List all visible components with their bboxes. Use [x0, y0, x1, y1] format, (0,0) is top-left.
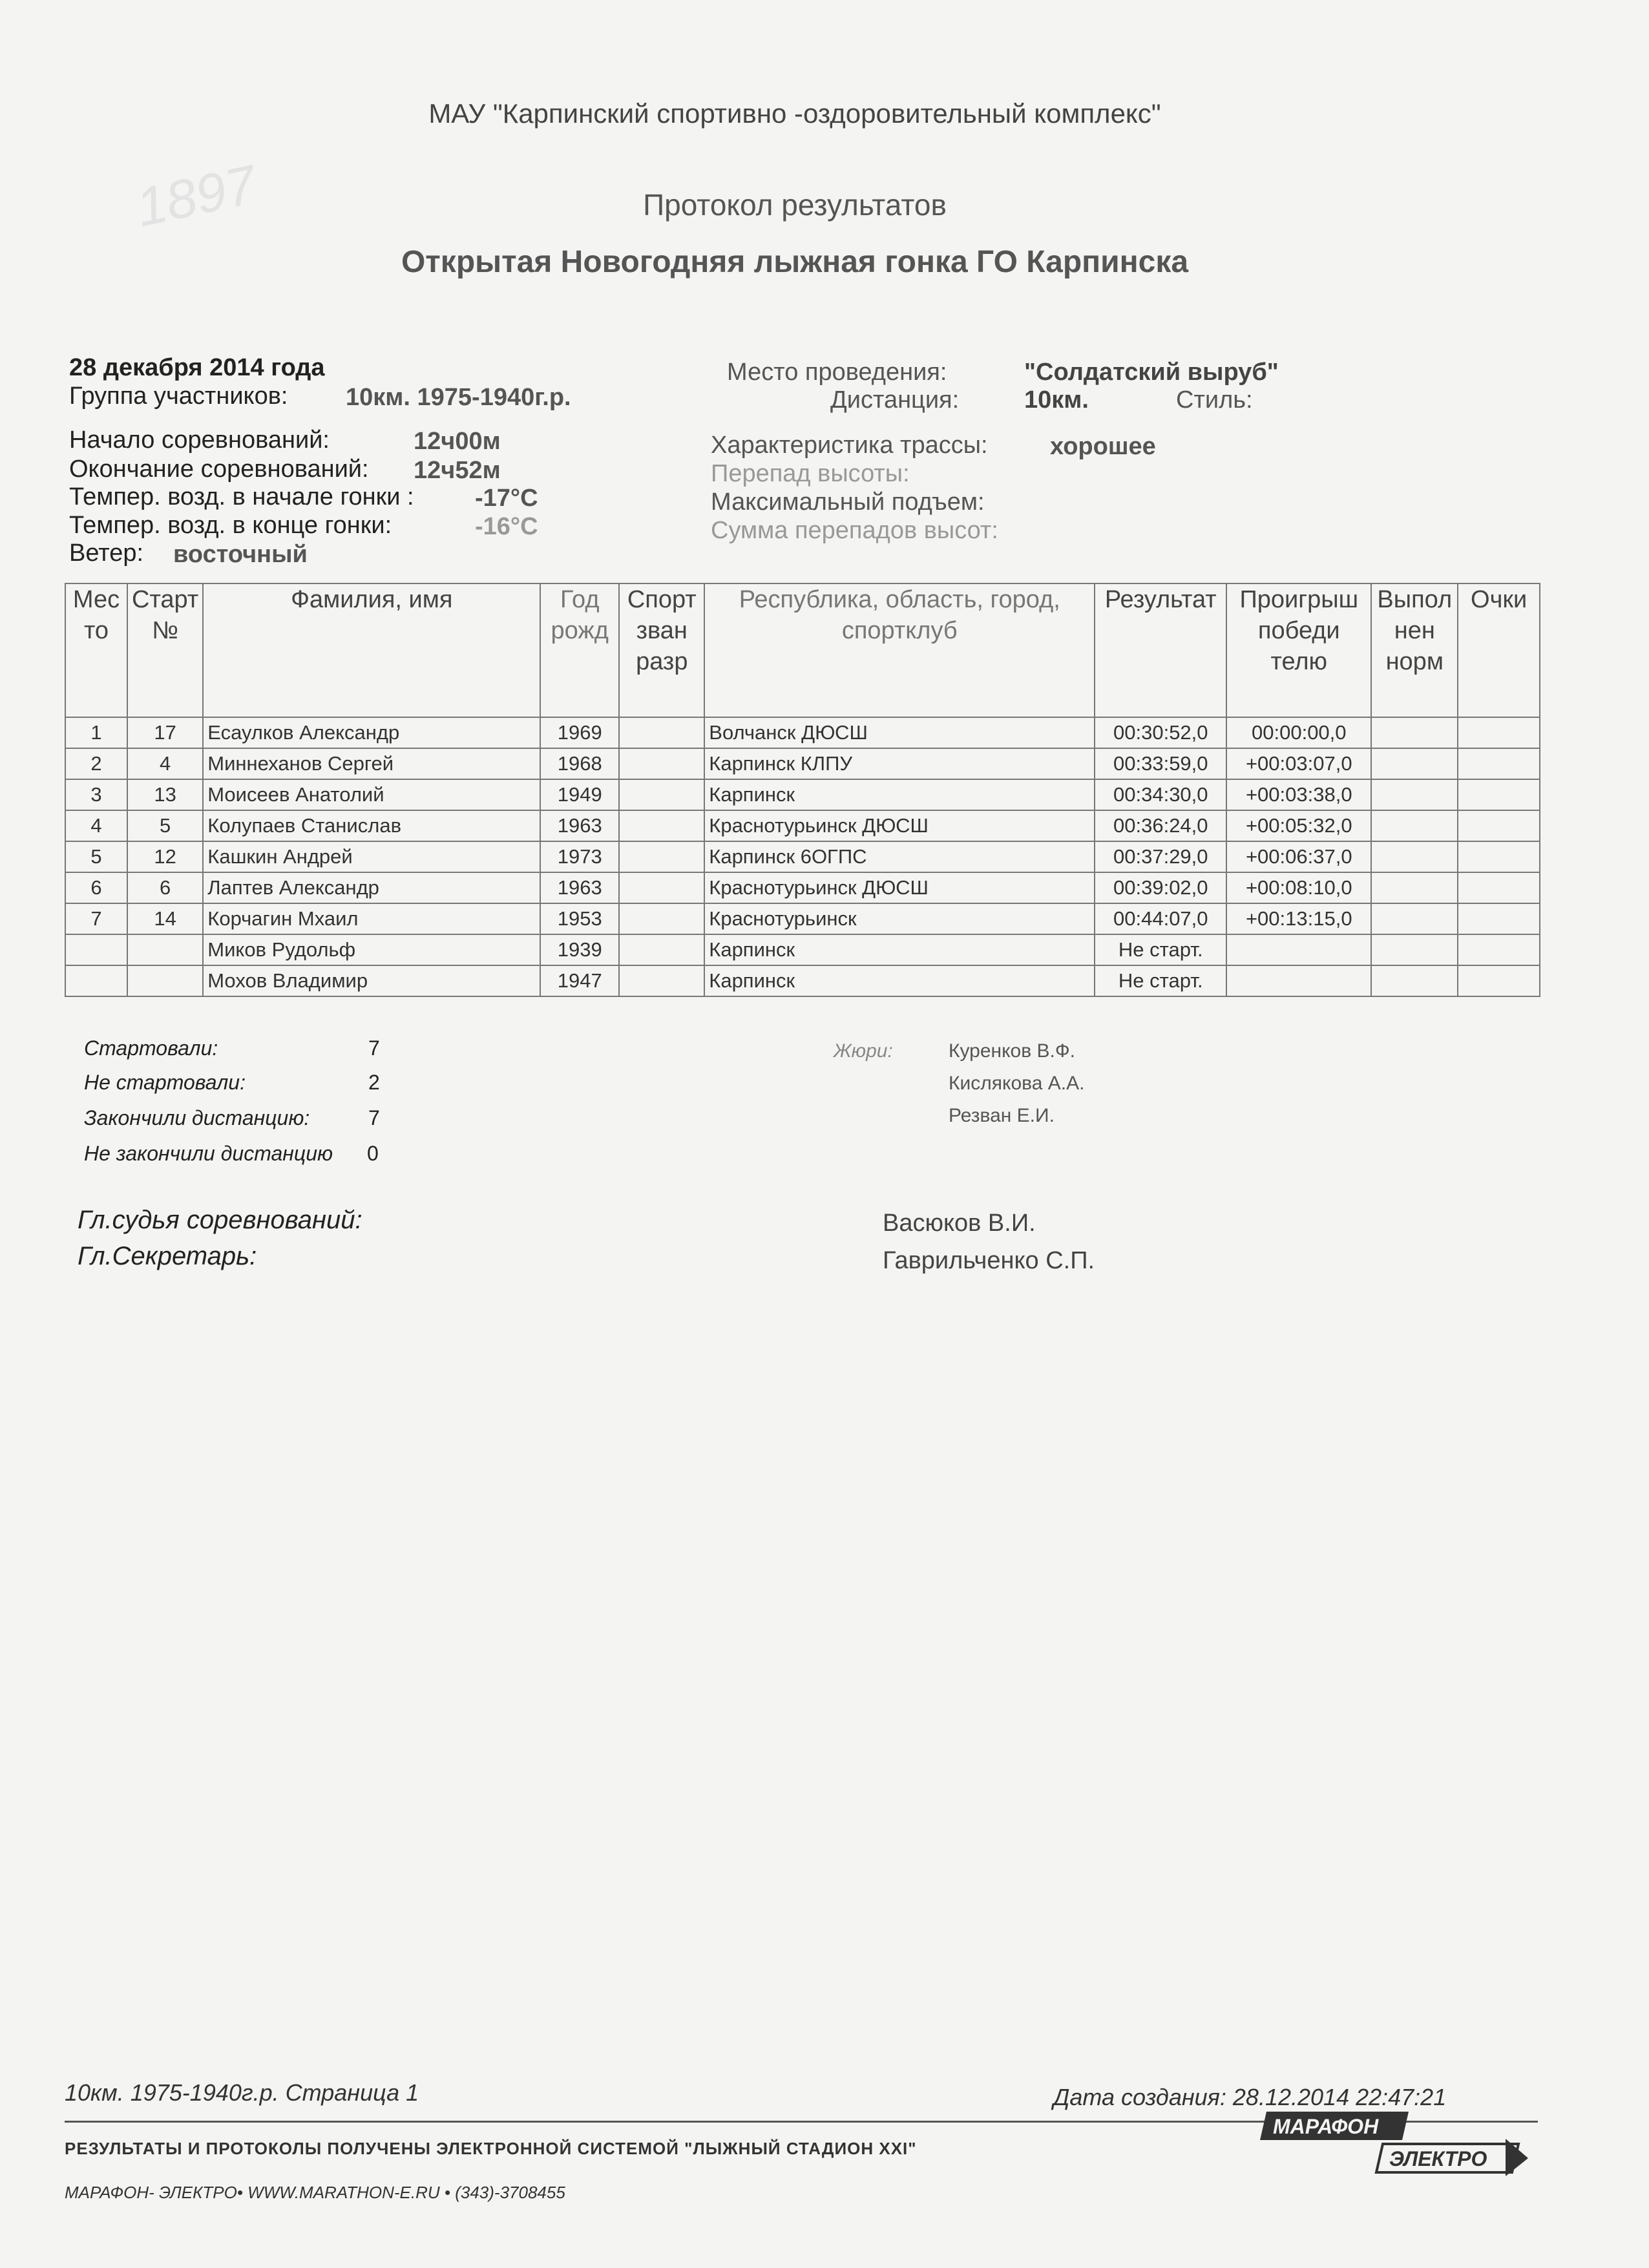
end-label: Окончание соревнований: — [69, 456, 369, 483]
name-cell: Корчагин Мхаил — [203, 903, 540, 934]
name-cell: Миннеханов Сергей — [203, 748, 540, 779]
points-cell — [1458, 748, 1540, 779]
place-cell: 1 — [65, 717, 127, 748]
event-title: Открытая Новогодняя лыжная гонка ГО Карпинска — [401, 245, 1189, 279]
region-cell: Карпинск 6ОГПС — [704, 841, 1095, 872]
sport-rank-cell — [619, 841, 704, 872]
col-result: Результат — [1095, 583, 1226, 717]
birth-year-cell: 1963 — [540, 810, 619, 841]
creation-date: Дата создания: 28.12.2014 22:47:21 — [1053, 2084, 1447, 2110]
table-row — [65, 934, 1540, 965]
norm-cell — [1371, 965, 1458, 996]
region-cell: Краснотурьинск ДЮСШ — [704, 872, 1095, 903]
norm-cell — [1371, 779, 1458, 810]
result-cell: 00:37:29,0 — [1095, 841, 1226, 872]
points-cell — [1458, 841, 1540, 872]
sport-rank-cell — [619, 810, 704, 841]
wind-value: восточный — [173, 541, 308, 568]
region-cell: Волчанск ДЮСШ — [704, 717, 1095, 748]
region-cell: Карпинск — [704, 934, 1095, 965]
start-value: 12ч00м — [414, 428, 501, 455]
marathon-electro-logo — [1260, 2106, 1531, 2178]
table-header-row — [65, 583, 1540, 717]
jury-label: Жюри: — [834, 1040, 893, 1062]
norm-cell — [1371, 903, 1458, 934]
track-label: Характеристика трассы: — [711, 432, 988, 459]
region-cell: Карпинск — [704, 779, 1095, 810]
secretary-name: Гаврильченко С.П. — [883, 1247, 1095, 1274]
svg-text:ЭЛЕКТРО: ЭЛЕКТРО — [1389, 2147, 1487, 2170]
norm-cell — [1371, 841, 1458, 872]
start-number-cell: 4 — [127, 748, 203, 779]
norm-cell — [1371, 872, 1458, 903]
name-cell: Есаулков Александр — [203, 717, 540, 748]
table-row — [65, 779, 1540, 810]
result-cell: 00:30:52,0 — [1095, 717, 1226, 748]
start-number-cell — [127, 934, 203, 965]
protocol-title: Протокол результатов — [643, 188, 947, 222]
col-birth-year: Год рожд — [540, 583, 619, 717]
name-cell: Колупаев Станислав — [203, 810, 540, 841]
region-cell: Карпинск — [704, 965, 1095, 996]
col-region: Республика, область, город, спортклуб — [704, 583, 1095, 717]
result-cell: 00:36:24,0 — [1095, 810, 1226, 841]
sport-rank-cell — [619, 934, 704, 965]
result-cell: 00:39:02,0 — [1095, 872, 1226, 903]
style-label: Стиль: — [1176, 386, 1253, 414]
start-number-cell: 5 — [127, 810, 203, 841]
results-table — [65, 583, 1540, 997]
sport-rank-cell — [619, 717, 704, 748]
wind-label: Ветер: — [69, 540, 144, 567]
place-cell — [65, 934, 127, 965]
temp-start-value: -17°С — [475, 485, 538, 512]
table-row — [65, 903, 1540, 934]
points-cell — [1458, 810, 1540, 841]
start-number-cell: 12 — [127, 841, 203, 872]
table-row — [65, 841, 1540, 872]
birth-year-cell: 1947 — [540, 965, 619, 996]
chief-judge-label: Гл.судья соревнований: — [78, 1206, 362, 1234]
elevation-label: Перепад высоты: — [711, 460, 910, 487]
col-norm: Выпол нен норм — [1371, 583, 1458, 717]
region-cell: Краснотурьинск — [704, 903, 1095, 934]
system-note: РЕЗУЛЬТАТЫ И ПРОТОКОЛЫ ПОЛУЧЕНЫ ЭЛЕКТРОННОЙ СИСТЕМОЙ "ЛЫЖНЫЙ СТАДИОН XXI" — [65, 2139, 917, 2158]
event-date: 28 декабря 2014 года — [69, 354, 325, 381]
behind-cell: +00:03:07,0 — [1226, 748, 1371, 779]
finished-label: Закончили дистанцию: — [84, 1106, 310, 1129]
table-row — [65, 717, 1540, 748]
group-label: Группа участников: — [69, 383, 288, 410]
secretary-label: Гл.Секретарь: — [78, 1242, 257, 1270]
region-cell: Карпинск КЛПУ — [704, 748, 1095, 779]
points-cell — [1458, 779, 1540, 810]
col-points: Очки — [1458, 583, 1540, 717]
norm-cell — [1371, 748, 1458, 779]
place-cell: 5 — [65, 841, 127, 872]
place-cell: 3 — [65, 779, 127, 810]
sport-rank-cell — [619, 872, 704, 903]
not-started-label: Не стартовали: — [84, 1071, 246, 1094]
name-cell: Мохов Владимир — [203, 965, 540, 996]
temp-start-label: Темпер. возд. в начале гонки : — [69, 483, 414, 510]
start-number-cell — [127, 965, 203, 996]
contacts-line: МАРАФОН- ЭЛЕКТРО• WWW.MARATHON-E.RU • (343)-3708455 — [65, 2183, 565, 2202]
sport-rank-cell — [619, 965, 704, 996]
track-value: хорошее — [1050, 433, 1156, 460]
started-label: Стартовали: — [84, 1036, 218, 1060]
result-cell: 00:44:07,0 — [1095, 903, 1226, 934]
handwritten-stamp: 1897 — [131, 153, 262, 238]
name-cell: Кашкин Андрей — [203, 841, 540, 872]
name-cell: Лаптев Александр — [203, 872, 540, 903]
not-finished-value: 0 — [367, 1142, 379, 1165]
points-cell — [1458, 934, 1540, 965]
temp-end-value: -16°С — [475, 513, 538, 540]
col-place: Мес то — [65, 583, 127, 717]
result-cell: Не старт. — [1095, 934, 1226, 965]
result-cell: 00:33:59,0 — [1095, 748, 1226, 779]
table-row — [65, 810, 1540, 841]
jury-member: Кислякова А.А. — [949, 1073, 1085, 1094]
not-started-value: 2 — [368, 1071, 380, 1094]
start-number-cell: 14 — [127, 903, 203, 934]
result-cell: Не старт. — [1095, 965, 1226, 996]
name-cell: Миков Рудольф — [203, 934, 540, 965]
group-value: 10км. 1975-1940г.р. — [346, 384, 571, 411]
behind-cell — [1226, 965, 1371, 996]
birth-year-cell: 1973 — [540, 841, 619, 872]
points-cell — [1458, 717, 1540, 748]
name-cell: Моисеев Анатолий — [203, 779, 540, 810]
distance-value: 10км. — [1024, 386, 1089, 414]
total-elevation-label: Сумма перепадов высот: — [711, 517, 998, 544]
birth-year-cell: 1963 — [540, 872, 619, 903]
behind-cell: +00:08:10,0 — [1226, 872, 1371, 903]
birth-year-cell: 1969 — [540, 717, 619, 748]
col-behind: Проигрыш победи телю — [1226, 583, 1371, 717]
place-cell — [65, 965, 127, 996]
sport-rank-cell — [619, 748, 704, 779]
birth-year-cell: 1968 — [540, 748, 619, 779]
place-cell: 6 — [65, 872, 127, 903]
col-start-number: Старт № — [127, 583, 203, 717]
region-cell: Краснотурьинск ДЮСШ — [704, 810, 1095, 841]
behind-cell: +00:03:38,0 — [1226, 779, 1371, 810]
start-number-cell: 6 — [127, 872, 203, 903]
chief-judge-name: Васюков В.И. — [883, 1210, 1036, 1237]
organization-name: МАУ "Карпинский спортивно -оздоровительный комплекс" — [428, 98, 1161, 129]
col-sport-rank: Спорт зван разр — [619, 583, 704, 717]
behind-cell: 00:00:00,0 — [1226, 717, 1371, 748]
points-cell — [1458, 965, 1540, 996]
norm-cell — [1371, 934, 1458, 965]
table-row — [65, 872, 1540, 903]
svg-text:МАРАФОН: МАРАФОН — [1273, 2115, 1379, 2138]
start-label: Начало соревнований: — [69, 426, 330, 454]
venue-label: Место проведения: — [727, 359, 947, 386]
start-number-cell: 13 — [127, 779, 203, 810]
result-cell: 00:34:30,0 — [1095, 779, 1226, 810]
end-value: 12ч52м — [414, 457, 501, 484]
behind-cell: +00:05:32,0 — [1226, 810, 1371, 841]
table-row — [65, 748, 1540, 779]
not-finished-label: Не закончили дистанцию — [84, 1142, 333, 1165]
jury-member: Резван Е.И. — [949, 1105, 1055, 1126]
col-name: Фамилия, имя — [203, 583, 540, 717]
start-number-cell: 17 — [127, 717, 203, 748]
place-cell: 7 — [65, 903, 127, 934]
page-info: 10км. 1975-1940г.р. Страница 1 — [65, 2079, 419, 2106]
distance-label: Дистанция: — [830, 386, 960, 414]
points-cell — [1458, 903, 1540, 934]
norm-cell — [1371, 717, 1458, 748]
place-cell: 2 — [65, 748, 127, 779]
venue-value: "Солдатский выруб" — [1024, 359, 1279, 386]
birth-year-cell: 1953 — [540, 903, 619, 934]
place-cell: 4 — [65, 810, 127, 841]
behind-cell — [1226, 934, 1371, 965]
started-value: 7 — [368, 1036, 380, 1060]
sport-rank-cell — [619, 779, 704, 810]
behind-cell: +00:13:15,0 — [1226, 903, 1371, 934]
sport-rank-cell — [619, 903, 704, 934]
birth-year-cell: 1949 — [540, 779, 619, 810]
birth-year-cell: 1939 — [540, 934, 619, 965]
points-cell — [1458, 872, 1540, 903]
jury-member: Куренков В.Ф. — [949, 1040, 1075, 1062]
table-row — [65, 965, 1540, 996]
behind-cell: +00:06:37,0 — [1226, 841, 1371, 872]
norm-cell — [1371, 810, 1458, 841]
temp-end-label: Темпер. возд. в конце гонки: — [69, 512, 392, 539]
finished-value: 7 — [368, 1106, 380, 1129]
max-climb-label: Максимальный подъем: — [711, 488, 985, 516]
